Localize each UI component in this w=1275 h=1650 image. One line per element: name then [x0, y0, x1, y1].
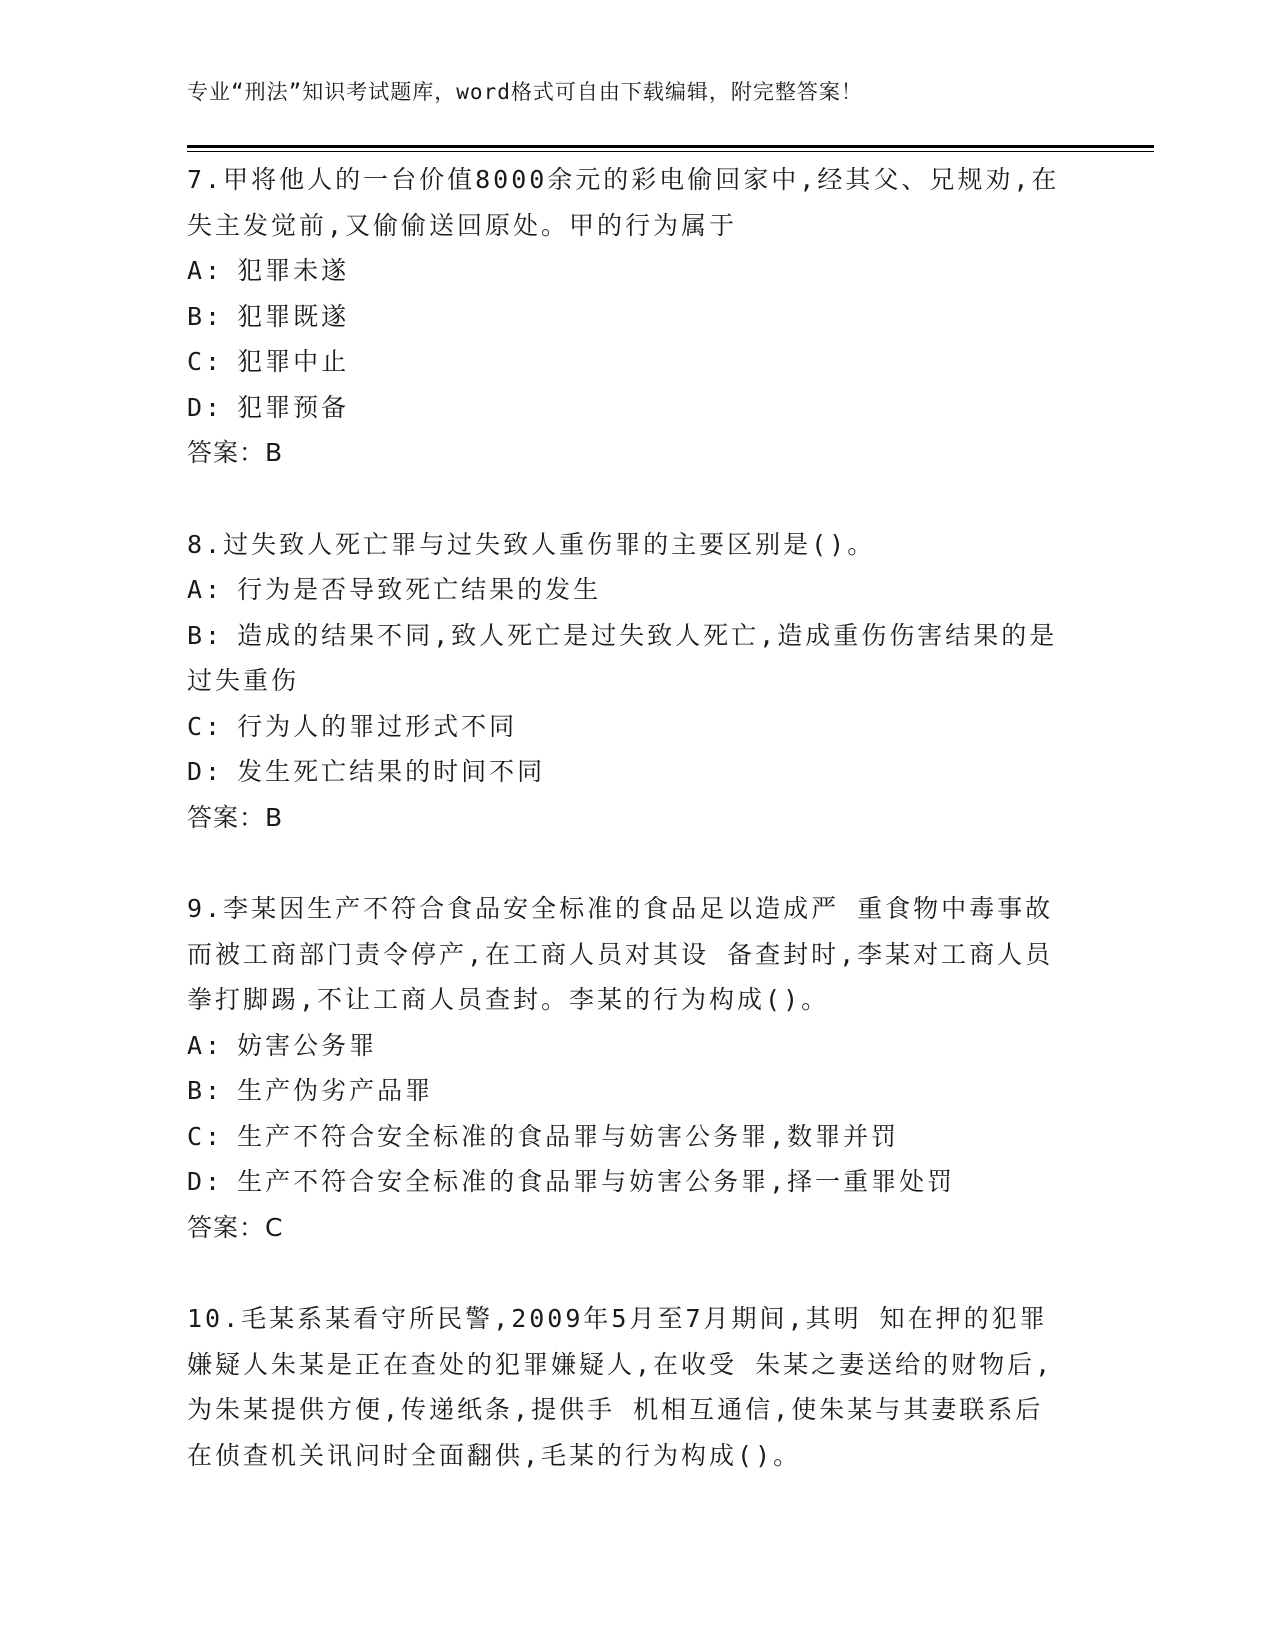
question-stem-line: 拳打脚踢,不让工商人员查封。李某的行为构成()。 [187, 985, 830, 1014]
question-item [187, 522, 1087, 841]
option-key: C: [187, 1121, 224, 1151]
question-list [187, 157, 1087, 1524]
option-line [187, 385, 1087, 431]
option-text: 造成的结果不同,致人死亡是过失致人死亡,造成重伤伤害结果的是 [237, 620, 1058, 650]
option-line [187, 749, 1087, 795]
option-key: C: [187, 347, 224, 376]
option-text: 行为人的罪过形式不同 [237, 711, 518, 741]
question-item [187, 1296, 1087, 1478]
answer-line: 答案：B [187, 438, 284, 467]
answer-line: 答案：C [187, 1212, 284, 1242]
option-key: A: [187, 575, 224, 604]
option-line [187, 294, 1087, 340]
header-divider-thick [187, 145, 1154, 148]
question-item [187, 157, 1087, 476]
option-text: 犯罪预备 [237, 392, 350, 422]
option-key: D: [187, 1167, 224, 1196]
header-divider-thin [187, 151, 1154, 152]
option-key: B: [187, 620, 224, 650]
question-stem-line: 嫌疑人朱某是正在查处的犯罪嫌疑人,在收受 朱某之妻送给的财物后, [187, 1349, 1054, 1379]
question-stem-line: 而被工商部门责令停产,在工商人员对其设 备查封时,李某对工商人员 [187, 939, 1054, 969]
option-text: 发生死亡结果的时间不同 [237, 757, 546, 786]
question-stem-line: 10.毛某系某看守所民警,2009年5月至7月期间,其明 知在押的犯罪 [187, 1304, 1048, 1333]
option-key: C: [187, 711, 224, 741]
option-text: 犯罪未遂 [237, 256, 350, 285]
option-line [187, 339, 1087, 385]
option-text: 行为是否导致死亡结果的发生 [237, 575, 602, 604]
option-line [187, 704, 1087, 750]
option-text: 妨害公务罪 [237, 1030, 378, 1060]
option-text: 犯罪中止 [237, 347, 350, 376]
question-stem-line: 7.甲将他人的一台价值8000余元的彩电偷回家中,经其父、兄规劝,在 [187, 165, 1060, 194]
question-item [187, 886, 1087, 1250]
option-key: B: [187, 1076, 224, 1105]
option-text: 生产不符合安全标准的食品罪与妨害公务罪,数罪并罚 [237, 1121, 900, 1151]
question-stem-line: 在侦查机关讯问时全面翻供,毛某的行为构成()。 [187, 1440, 802, 1470]
option-line [187, 248, 1087, 294]
question-stem-line: 为朱某提供方便,传递纸条,提供手 机相互通信,使朱某与其妻联系后 [187, 1395, 1044, 1424]
option-text: 生产不符合安全标准的食品罪与妨害公务罪,择一重罪处罚 [237, 1167, 956, 1196]
question-stem-line: 9.李某因生产不符合食品安全标准的食品足以造成严 重食物中毒事故 [187, 894, 1054, 923]
option-line [187, 1023, 1087, 1069]
option-line [187, 1068, 1087, 1114]
option-text: 生产伪劣产品罪 [237, 1076, 434, 1105]
option-line: 过失重伤 [187, 666, 300, 695]
question-stem-line: 8.过失致人死亡罪与过失致人重伤罪的主要区别是()。 [187, 529, 876, 559]
option-key: D: [187, 757, 224, 786]
page-header: 专业“刑法”知识考试题库，word格式可自由下载编辑，附完整答案！ [187, 80, 863, 104]
answer-line: 答案：B [187, 802, 284, 832]
question-stem-line: 失主发觉前,又偷偷送回原处。甲的行为属于 [187, 210, 738, 240]
option-line [187, 1159, 1087, 1205]
option-key: A: [187, 1030, 224, 1060]
option-key: D: [187, 392, 224, 422]
option-line [187, 613, 1087, 659]
option-text: 犯罪既遂 [237, 301, 350, 331]
option-key: B: [187, 301, 224, 331]
option-key: A: [187, 256, 224, 285]
option-line [187, 1114, 1087, 1160]
option-line [187, 567, 1087, 613]
